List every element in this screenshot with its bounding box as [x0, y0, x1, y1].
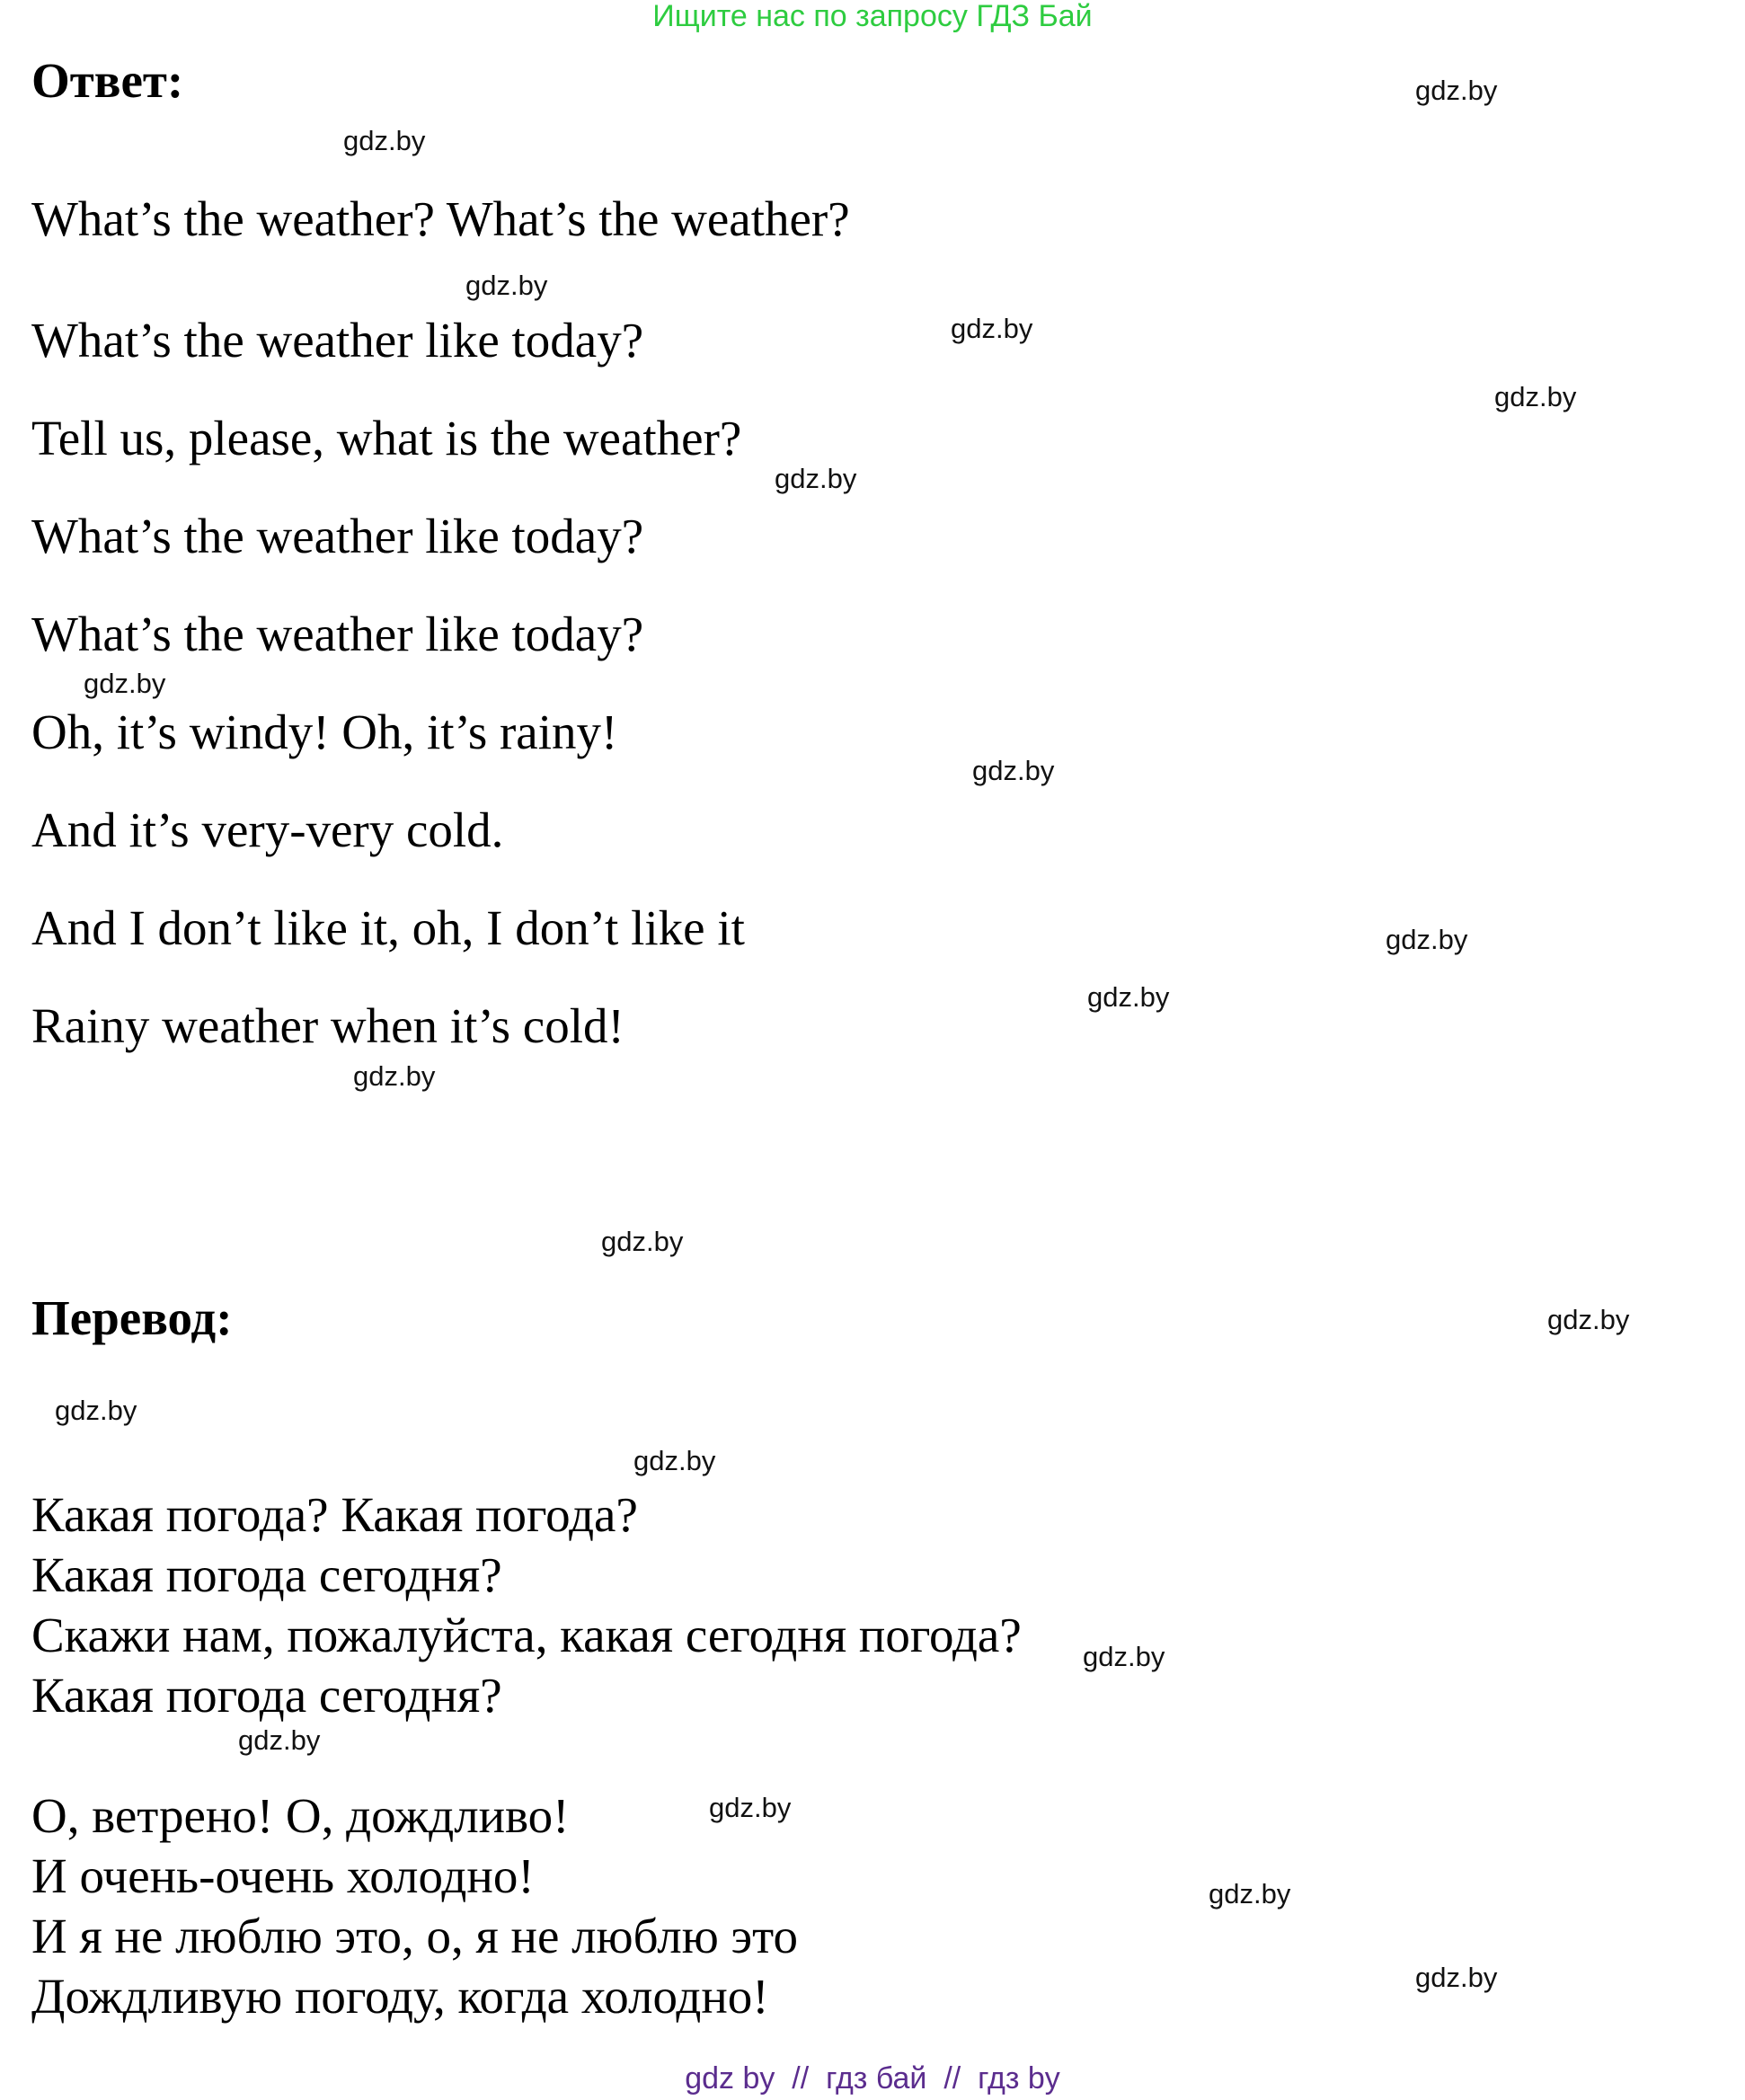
- watermark: gdz.by: [84, 668, 166, 699]
- watermark: gdz.by: [633, 1445, 716, 1476]
- translation-line: Какая погода сегодня?: [31, 1668, 502, 1723]
- translation-line: Какая погода? Какая погода?: [31, 1487, 638, 1542]
- answer-line: What’s the weather like today?: [31, 607, 644, 661]
- translation-line: Скажи нам, пожалуйста, какая сегодня погода?: [31, 1608, 1022, 1662]
- translation-line: И очень-очень холодно!: [31, 1848, 535, 1903]
- watermark: gdz.by: [465, 270, 548, 301]
- watermark: gdz.by: [238, 1724, 321, 1756]
- answer-line: And it’s very-very cold.: [31, 802, 504, 857]
- watermark: gdz.by: [1494, 381, 1577, 412]
- answer-line: What’s the weather like today?: [31, 509, 644, 563]
- watermark: gdz.by: [601, 1226, 684, 1257]
- watermark: gdz.by: [1386, 924, 1468, 955]
- watermark: gdz.by: [1415, 75, 1498, 106]
- answer-line: What’s the weather? What’s the weather?: [31, 191, 850, 246]
- top-banner: Ищите нас по запросу ГДЗ Бай: [652, 0, 1093, 33]
- answer-heading: Ответ:: [31, 53, 184, 108]
- translation-line: Какая погода сегодня?: [31, 1547, 502, 1602]
- watermark: gdz.by: [951, 313, 1033, 344]
- watermark: gdz.by: [972, 755, 1055, 786]
- answer-line: And I don’t like it, oh, I don’t like it: [31, 900, 745, 955]
- watermark: gdz.by: [1083, 1641, 1165, 1672]
- watermark: gdz.by: [1547, 1304, 1630, 1335]
- translation-line: Дождливую погоду, когда холодно!: [31, 1969, 769, 2024]
- watermark: gdz.by: [775, 463, 857, 494]
- watermark: gdz.by: [1415, 1962, 1498, 1993]
- watermark: gdz.by: [709, 1792, 792, 1823]
- watermark: gdz.by: [353, 1060, 436, 1092]
- answer-line: What’s the weather like today?: [31, 313, 644, 368]
- footer-links: gdz by // гдз бай // гдз by: [685, 2061, 1060, 2096]
- watermark: gdz.by: [1209, 1878, 1291, 1909]
- watermark: gdz.by: [1087, 981, 1170, 1013]
- watermark: gdz.by: [343, 125, 426, 156]
- translation-heading: Перевод:: [31, 1290, 233, 1345]
- answer-line: Rainy weather when it’s cold!: [31, 998, 624, 1053]
- watermark: gdz.by: [55, 1395, 137, 1426]
- translation-line: И я не люблю это, о, я не люблю это: [31, 1909, 798, 1963]
- answer-line: Oh, it’s windy! Oh, it’s rainy!: [31, 704, 618, 759]
- answer-line: Tell us, please, what is the weather?: [31, 411, 742, 465]
- translation-line: О, ветрено! О, дождливо!: [31, 1788, 570, 1843]
